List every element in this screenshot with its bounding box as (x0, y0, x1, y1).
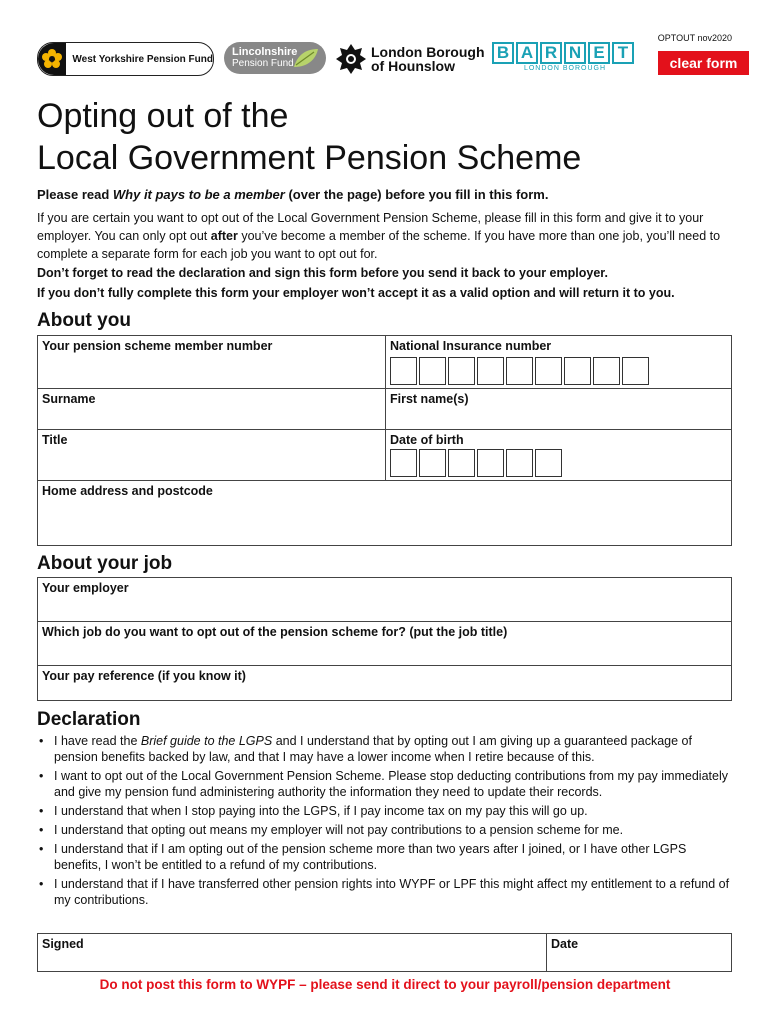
declaration-emphasis: Brief guide to the LGPS (140, 734, 273, 748)
dob-box[interactable] (419, 449, 446, 477)
declaration-item: • I want to opt out of the Local Government Pension Scheme. Please stop deducting contributions from my pay immediately and give my pension fund administering authority the information they need to update their records. (37, 768, 737, 800)
warning-incomplete: If you don’t fully complete this form your employer won’t accept it as a valid option and will return it to you. (37, 286, 675, 300)
leaf-icon (292, 47, 320, 69)
dob-box[interactable] (390, 449, 417, 477)
signed-label: Signed (42, 937, 84, 951)
ni-box[interactable] (448, 357, 475, 385)
employer-field[interactable] (38, 578, 732, 622)
wypf-logo-text: West Yorkshire Pension Fund (72, 53, 213, 65)
about-job-heading: About your job (37, 553, 173, 574)
barnet-letter: A (516, 42, 538, 64)
about-job-table (37, 577, 732, 701)
declaration-item: • I understand that if I have transferred other pension rights into WYPF or LPF this might affect my entitlement to a refund of my contributions. (37, 876, 737, 908)
title-line1: Opting out of the (37, 97, 289, 135)
first-names-label: First name(s) (390, 392, 469, 406)
surname-label: Surname (42, 392, 96, 406)
barnet-letter: E (588, 42, 610, 64)
intro-text: If you are certain you want to opt out of the Local Government Pension Scheme, please fill in this form and give it to your employer. You can only opt out (37, 211, 704, 243)
wypf-logo (37, 42, 214, 76)
ni-box[interactable] (564, 357, 591, 385)
about-you-table (37, 335, 732, 546)
intro-lead (37, 186, 737, 204)
member-number-label: Your pension scheme member number (42, 339, 273, 353)
signed-field[interactable] (38, 934, 547, 972)
lpf-logo-line2: Pension Fund (232, 58, 294, 69)
address-field[interactable] (38, 481, 732, 546)
barnet-letter: B (492, 42, 514, 64)
declaration-list (37, 733, 737, 911)
barnet-logo (492, 42, 638, 76)
ni-box[interactable] (419, 357, 446, 385)
date-field[interactable] (547, 934, 732, 972)
address-label: Home address and postcode (42, 484, 213, 498)
hounslow-logo (334, 42, 486, 76)
intro-paragraph (37, 209, 737, 263)
job-title-label: Which job do you want to opt out of the pension scheme for? (put the job title) (42, 625, 508, 639)
declaration-text: and I understand that by opting out I am giving up a guaranteed package of pension benefits backed by law, and that I may have a lower income when I retire because of this. (54, 734, 692, 764)
dob-box[interactable] (535, 449, 562, 477)
lpf-logo-line1: Lincolnshire (232, 46, 298, 58)
hounslow-line1: London Borough (371, 44, 485, 60)
ni-box[interactable] (506, 357, 533, 385)
pay-reference-label: Your pay reference (if you know it) (42, 669, 246, 683)
hounslow-line2: of Hounslow (371, 58, 455, 74)
intro-lead-emphasis: Why it pays to be a member (112, 187, 285, 202)
declaration-item: • I understand that opting out means my employer will not pay contributions to a pension scheme for me. (37, 822, 737, 838)
pay-reference-field[interactable] (38, 666, 732, 701)
intro-lead-part: Please read (37, 187, 113, 202)
ni-box[interactable] (593, 357, 620, 385)
ni-number-boxes[interactable] (390, 357, 727, 385)
warning-declaration: Don’t forget to read the declaration and sign this form before you send it back to your employer. (37, 266, 608, 280)
intro-lead-part: (over the page) before you fill in this form. (284, 187, 549, 202)
barnet-sub: LONDON BOROUGH (523, 65, 607, 72)
barnet-letter: R (540, 42, 562, 64)
ni-number-label: National Insurance number (390, 339, 552, 353)
page-title (37, 95, 581, 179)
declaration-item: • I understand that if I am opting out of the pension scheme more than two years after I joined, or I have other LGPS benefits, I won’t be entitled to a refund of my contributions. (37, 841, 737, 873)
ni-number-field[interactable] (386, 336, 732, 389)
dob-label: Date of birth (390, 433, 464, 447)
dob-box[interactable] (448, 449, 475, 477)
barnet-letter: T (612, 42, 634, 64)
ni-box[interactable] (622, 357, 649, 385)
barnet-letter: N (564, 42, 586, 64)
intro-emphasis: after (210, 229, 238, 243)
member-number-field[interactable] (38, 336, 386, 389)
dob-box[interactable] (477, 449, 504, 477)
first-names-field[interactable] (386, 389, 732, 430)
dob-box[interactable] (506, 449, 533, 477)
lpf-logo (224, 42, 326, 74)
ni-box[interactable] (390, 357, 417, 385)
date-label: Date (551, 937, 579, 951)
dob-boxes[interactable] (390, 449, 727, 477)
declaration-item: • I understand that when I stop paying into the LGPS, if I pay income tax on my pay this will go up. (37, 803, 737, 819)
title-line2: Local Government Pension Scheme (37, 139, 582, 177)
declaration-item (37, 733, 737, 765)
employer-label: Your employer (42, 581, 129, 595)
intro-text: you’ve become a member of the scheme. If you have more than one job, you’ll need to complete a separate form for each job you want to opt out for. (37, 229, 721, 261)
footer-notice: Do not post this form to WYPF – please send it direct to your payroll/pension department (99, 977, 671, 992)
ni-box[interactable] (477, 357, 504, 385)
declaration-text: I have read the (54, 734, 141, 748)
flower-icon (38, 43, 66, 75)
declaration-heading: Declaration (37, 709, 141, 730)
job-title-field[interactable] (38, 622, 732, 666)
dob-field[interactable] (386, 430, 732, 481)
title-label: Title (42, 433, 68, 447)
ni-box[interactable] (535, 357, 562, 385)
clear-form-button[interactable]: clear form (658, 51, 749, 75)
crest-icon (334, 42, 368, 76)
surname-field[interactable] (38, 389, 386, 430)
form-code: OPTOUT nov2020 (657, 33, 732, 43)
title-field[interactable] (38, 430, 386, 481)
about-you-heading: About you (37, 310, 131, 331)
signature-table (37, 933, 732, 972)
